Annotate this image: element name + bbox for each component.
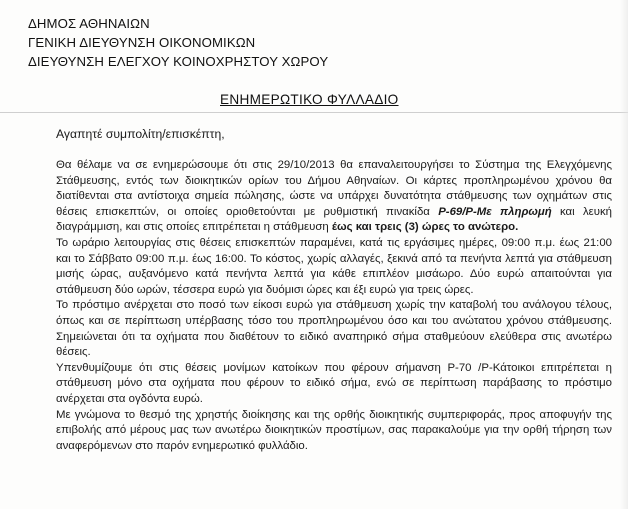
directorate: ΔΙΕΥΘΥΝΣΗ ΕΛΕΓΧΟΥ ΚΟΙΝΟΧΡΗΣΤΟΥ ΧΩΡΟΥ	[28, 54, 329, 69]
paragraph-relaunch	[56, 158, 612, 236]
divider	[0, 112, 628, 113]
sign-code: Ρ-69/Ρ-Με πληρωμή	[438, 205, 552, 218]
paragraph-fines: Το πρόστιμο ανέρχεται στο ποσό των είκοσι ευρώ για στάθμευση χωρίς την καταβολή του ανάλογου τέλους, όπως και σε περίπτωση υπέρβασης τόσο του προπληρωμένου όσο και του ανώτατου χρόνου στάθμευσης. Σημειώνεται ότι τα οχήματα που διαθέτουν το ειδικό αναπηρικό σήμα σταθμεύουν ελεύθερα στις ανωτέρω θέσεις.	[56, 299, 612, 359]
paragraph-closing: Με γνώμονα το θεσμό της χρηστής διοίκησης και της ορθής διοικητικής συμπεριφοράς, προς αποφυγήν της επιβολής από μέρους μας των ανωτέρω διοικητικών προστίμων, σας παρακαλούμε για την ορθή τήρηση των αναφερόμενων στο παρόν ενημερωτικό φυλλάδιο.	[56, 408, 612, 452]
greeting: Αγαπητέ συμπολίτη/επισκέπτη,	[56, 127, 225, 141]
letterhead	[28, 14, 448, 71]
max-hours: έως και τρεις (3) ώρες το ανώτερο.	[331, 221, 519, 234]
general-directorate: ΓΕΝΙΚΗ ΔΙΕΥΘΥΝΣΗ ΟΙΚΟΝΟΜΙΚΩΝ	[28, 35, 256, 50]
paragraph-relaunch-text-b: και λευκή διαγράμμιση, και στις οποίες επιτρέπεται η στάθμευση	[56, 205, 612, 234]
document-body	[56, 158, 612, 454]
paragraph-hours-cost: Το ωράριο λειτουργίας στις θέσεις επισκεπτών παραμένει, κατά τις εργάσιμες ημέρες, 09:00 π.μ. έως 21:00 και το Σάββατο 09:00 π.μ. έως 16:00. Το κόστος, χωρίς αλλαγές, ξεκινά από τα πενήντα λεπτά για στάθμευση μισής ώρας, αυξανόμενο κατά πενήντα λεπτά για κάθε επιπλέον μισάωρο. Δύο ευρώ απαιτούνται για στάθμευση δύο ωρών, τέσσερα ευρώ για δυόμισι ώρες και έξι ευρώ για τρεις ώρες.	[56, 236, 612, 296]
document-title: ΕΝΗΜΕΡΩΤΙΚΟ ΦΥΛΛΑΔΙΟ	[220, 92, 399, 107]
paragraph-residents: Υπενθυμίζουμε ότι στις θέσεις μονίμων κατοίκων που φέρουν σήμανση Ρ-70 /Ρ-Κάτοικοι επιτρέπεται η στάθμευση μόνο στα οχήματα που φέρουν το ειδικό σήμα, ενώ σε περίπτωση παράβασης το πρόστιμο ανέρχεται στα ογδόντα ευρώ.	[56, 361, 612, 405]
municipality-name: ΔΗΜΟΣ ΑΘΗΝΑΙΩΝ	[28, 16, 150, 31]
paragraph-relaunch-text-a: Θα θέλαμε να σε ενημερώσουμε ότι στις 29/10/2013 θα επαναλειτουργήσει το Σύστημα της Ελεγχόμενης Στάθμευσης, εντός των διοικητικών ορίων του Δήμου Αθηναίων. Οι κάρτες προπληρωμένου χρόνου θα διατίθενται στα αντίστοιχα σημεία πώλησης, ώστε να υπάρχει δυνατότητα στάθμευσης των οχημάτων στις θέσεις επισκεπτών, οι οποίες οριοθετούνται με ρυθμιστική πινακίδα	[56, 159, 612, 218]
scan-edge-shadow	[620, 0, 628, 509]
